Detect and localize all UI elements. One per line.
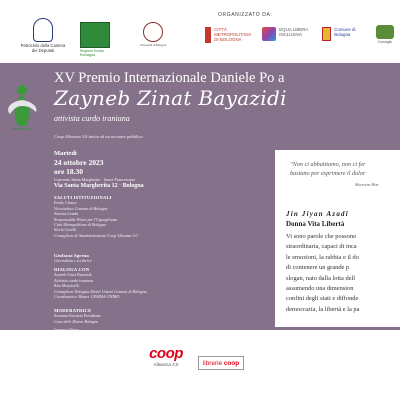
- organized-by-label: ORGANIZZATO DA:: [218, 12, 273, 18]
- honoree-name: Zayneb Zinat Bayazidi: [54, 86, 287, 110]
- moderator-line: Casa delle Donne Bologna: [54, 318, 99, 324]
- chamber-of-deputies-logo: [18, 18, 68, 53]
- free-entry: Ingresso libero: [54, 327, 79, 333]
- dialogue-line: Zayneb Zinat Bayazidi: [54, 272, 92, 278]
- greeting-line: Città Metropolitana di Bologna: [54, 222, 106, 228]
- region-logo: [80, 22, 114, 57]
- organizer-comune-bologna: [322, 27, 360, 41]
- coop-alleanza-logo: [145, 346, 187, 367]
- greeting-line: Emily Clancy: [54, 200, 77, 206]
- intro-role: Giornalista e scrittrice: [54, 258, 92, 264]
- event-date: 24 ottobre 2023: [54, 158, 104, 167]
- equa-icon: [262, 27, 276, 41]
- honoree-role: attivista curdo iraniana: [54, 114, 130, 123]
- body-line: democrazia, la libertà e la pa: [286, 305, 360, 313]
- quote-line: bastano per esprimere il dolor: [290, 170, 366, 177]
- moderator-line: Susanna Zaccaria Presidente: [54, 313, 101, 319]
- event-venue: Convento Santa Margherita · Suore Francescane: [54, 177, 136, 182]
- greetings-heading: SALUTI ISTITUZIONALI: [54, 195, 112, 200]
- seal-icon: [143, 22, 163, 42]
- moderator-heading: MODERATRICE: [54, 308, 92, 313]
- invitation-notice: Coop Alleanza 3.0 invita ad un incontro pubblico: [54, 134, 143, 139]
- quote-line: "Non ci abbattiamo, non ci fer: [290, 161, 366, 168]
- greeting-line: Responsabile Piano per l'Uguaglianza: [54, 216, 118, 222]
- green-square-icon: [80, 22, 110, 48]
- body-line: confini degli stati e diffonde: [286, 295, 359, 303]
- emblem-icon: [33, 18, 53, 42]
- coop-subtitle: Alleanza 3.0: [153, 362, 179, 367]
- slogan-italian: Donna Vita Libertà: [286, 220, 345, 228]
- dialogue-heading: DIALOGA CON: [54, 267, 90, 272]
- dialogue-line: Coordinatrice Master GEMMA-UNIBO: [54, 294, 120, 300]
- organizer-name: EQUA LIBERA INCLUSIVA: [279, 27, 309, 37]
- program-dialogue: [54, 267, 148, 299]
- dialogue-line: Attivista curdo iraniana: [54, 277, 94, 283]
- metro-city-icon: [205, 27, 211, 43]
- librerie-brand: coop: [223, 359, 240, 367]
- librerie-word: librerie: [202, 359, 223, 367]
- coop-wordmark: coop: [149, 345, 183, 362]
- side-logo-caption: Daniele Po: [11, 126, 31, 131]
- librerie-coop-logo: [198, 356, 244, 370]
- organizer-name: Consiglio: [377, 40, 393, 44]
- daniele-po-logo-icon: [4, 82, 40, 130]
- intro-name: Giuliana Sgrena: [54, 253, 89, 258]
- event-time: ore 18.30: [54, 167, 84, 176]
- greeting-line: Silvia Cavelli: [54, 227, 77, 233]
- dialogue-line: Rita Monticelli: [54, 283, 79, 289]
- organizer-metro-city: [205, 27, 256, 43]
- body-paragraph: [286, 232, 359, 315]
- university-seal-logo: [138, 22, 168, 47]
- seal-caption: Università di Bologna: [139, 43, 167, 47]
- event-day: Martedì: [54, 150, 77, 157]
- organizer-equa: [262, 27, 313, 41]
- organizer-name: CITTÀ METROPOLITANA DI BOLOGNA: [214, 27, 252, 42]
- bologna-coat-of-arms-icon: [322, 27, 331, 41]
- council-icon: [376, 25, 394, 39]
- program-moderator: [54, 308, 101, 333]
- slogan-kurdish: Jin Jiyan Azadî: [286, 210, 349, 218]
- prize-title: XV Premio Internazionale Daniele Po a: [54, 70, 285, 86]
- body-line: straordinaria, capaci di inca: [286, 243, 357, 251]
- program-intro: [54, 253, 92, 264]
- organizer-council: [370, 25, 400, 44]
- quote: [290, 160, 400, 178]
- event-address: Via Santa Margherita 12 · Bologna: [54, 183, 144, 189]
- greeting-line: Consigliera di Amministrazione Coop Alleanza 3.0: [54, 232, 138, 238]
- body-line: le emozioni, la rabbia e il do: [286, 253, 359, 261]
- greeting-line: Simona Lembi: [54, 211, 79, 217]
- body-line: slogan, nato dalla lotta dell: [286, 274, 356, 282]
- body-line: di contenere un grande p: [286, 264, 350, 272]
- organizer-name: Comune di Bologna: [334, 27, 356, 37]
- program-greetings: [54, 195, 138, 238]
- patronage-caption: Patrocinio della Camera dei Deputati: [20, 43, 66, 53]
- quote-author: Sherwin Har: [355, 182, 379, 187]
- body-line: assumendo una dimension: [286, 284, 354, 292]
- greeting-line: Vicesindaco Comune di Bologna: [54, 205, 108, 211]
- dialogue-line: Consigliera Delegata Diritti Umani Comune di Bologna,: [54, 288, 148, 294]
- body-line: Vi sono parole che possono: [286, 233, 357, 240]
- region-logo-caption: Regione Emilia-Romagna: [80, 49, 105, 57]
